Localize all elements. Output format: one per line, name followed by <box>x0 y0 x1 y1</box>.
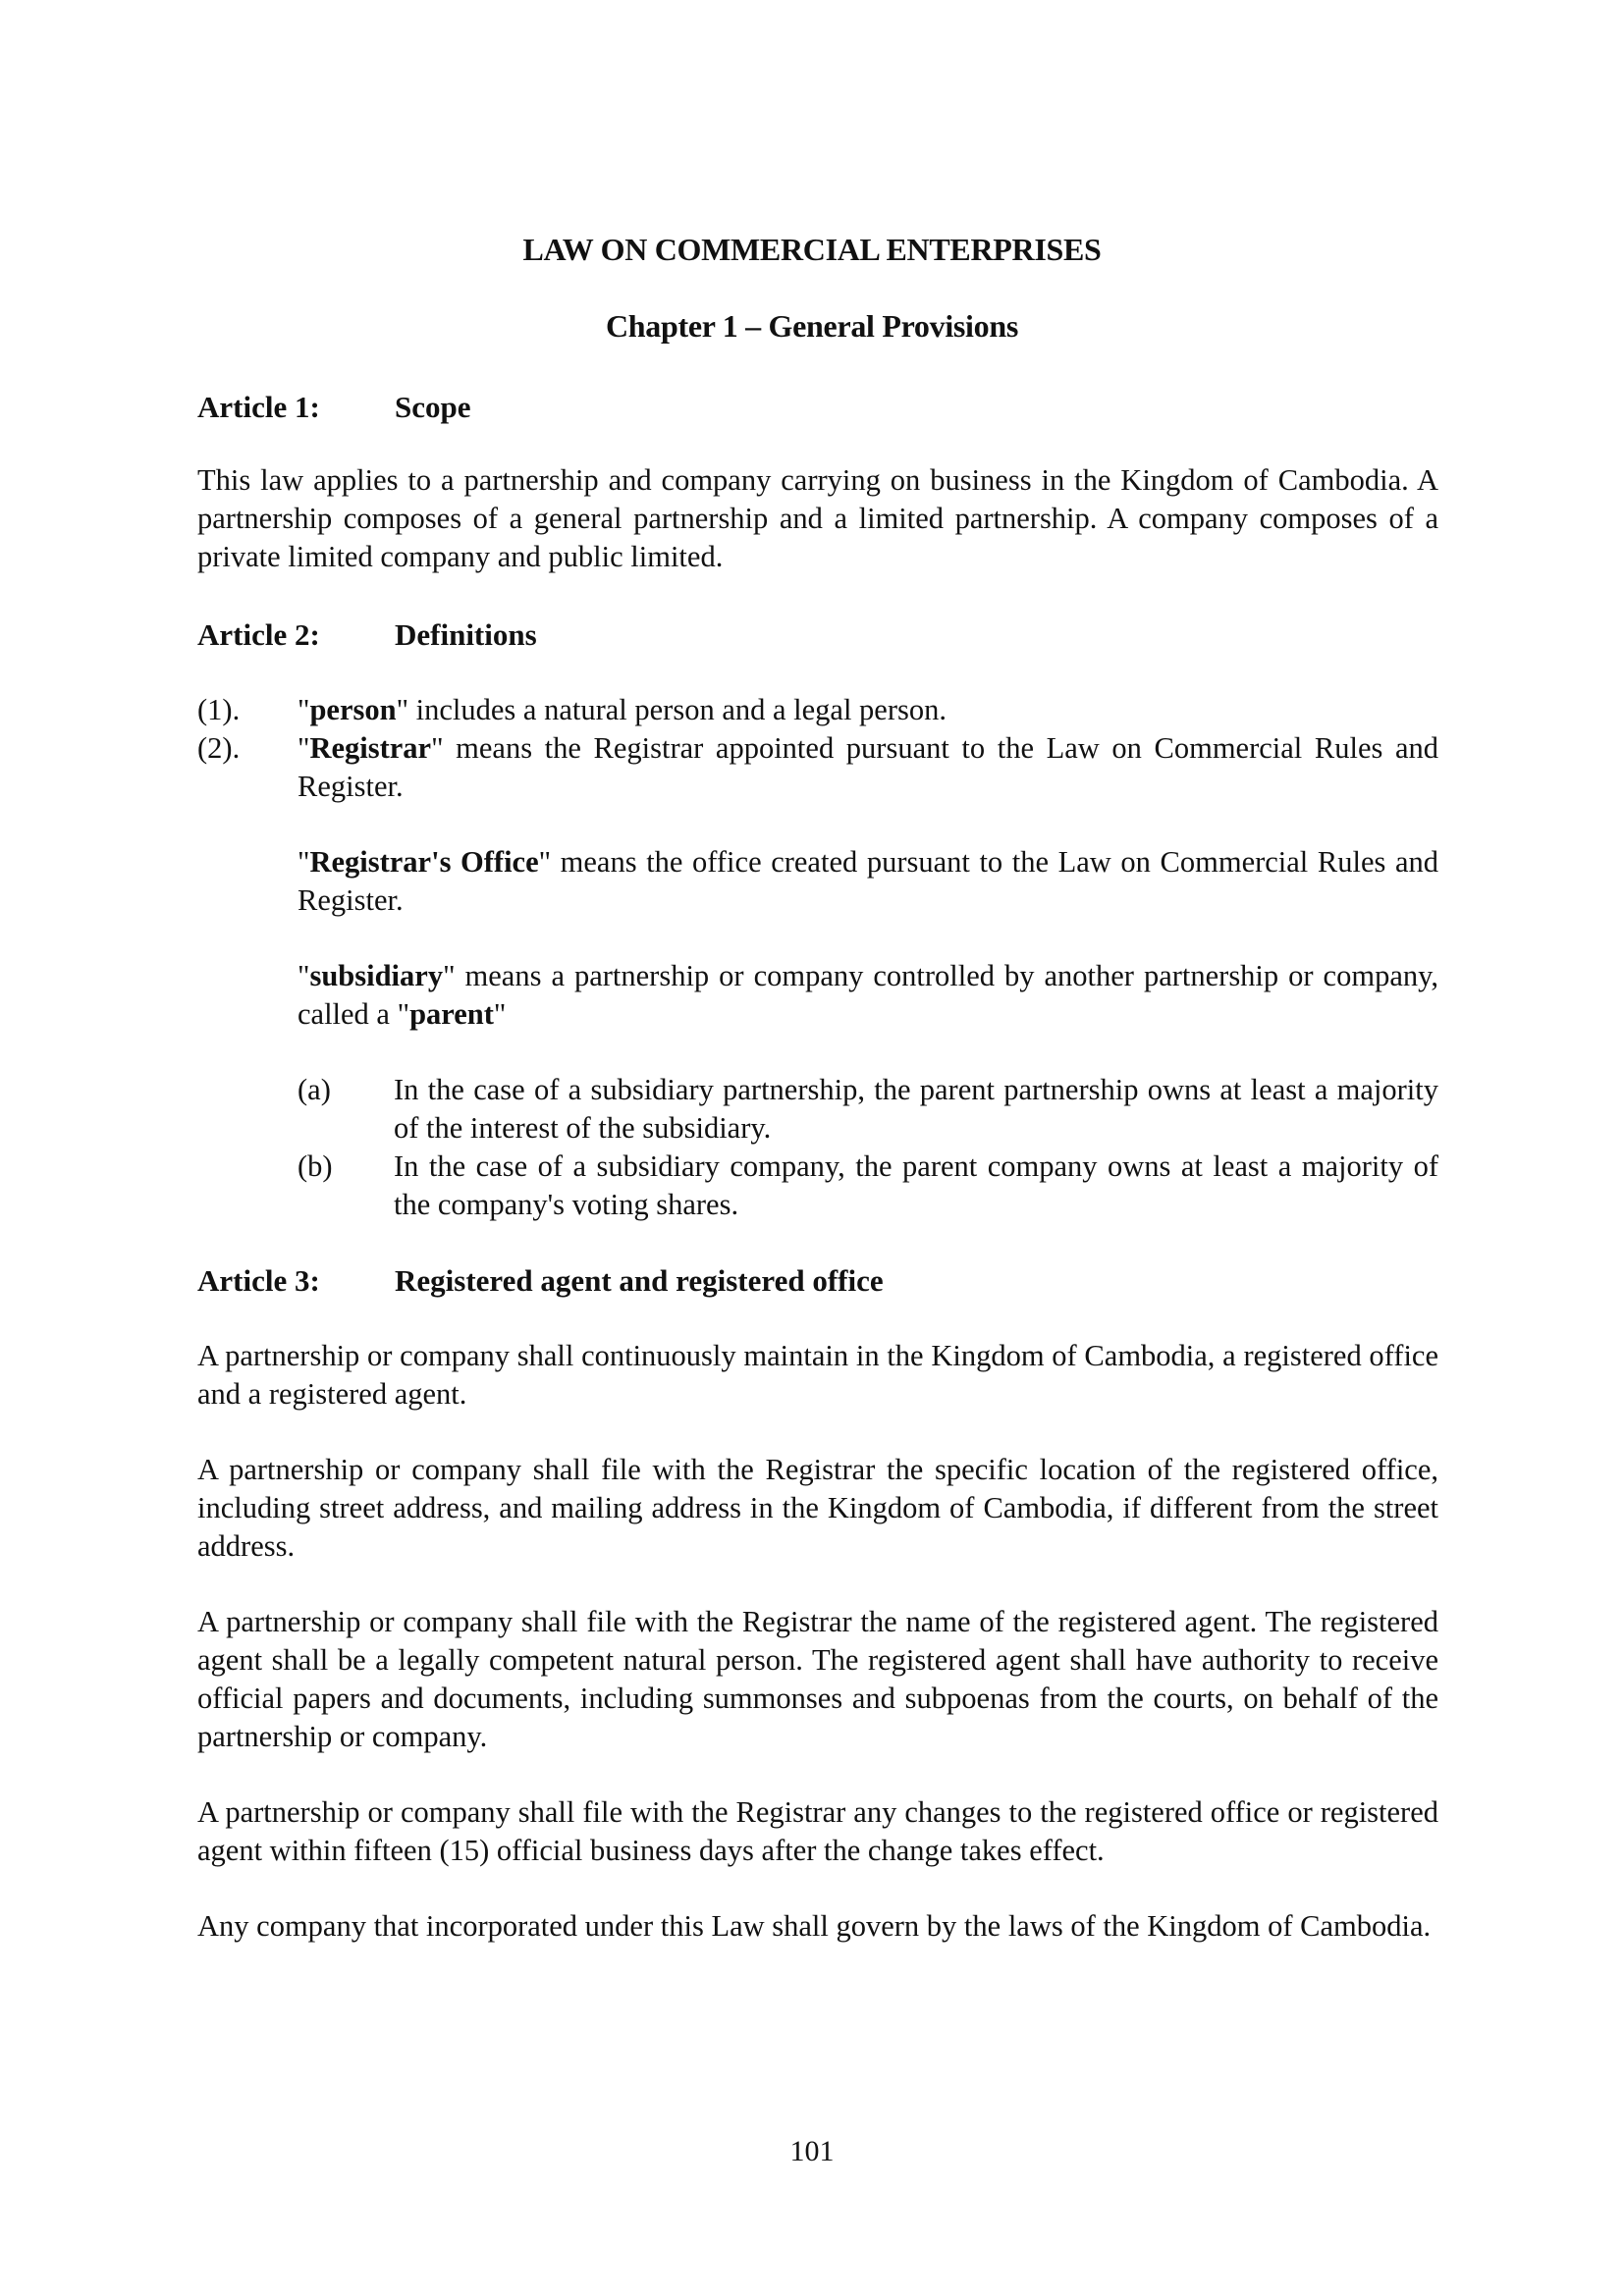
article-1-paragraph: This law applies to a partnership and company carrying on business in the Kingdom of Cambodia. A partnership composes of a general partnership and a limited partnership. A company composes of a private limited company and public limited. <box>197 463 1438 573</box>
article-3-paragraph-5: Any company that incorporated under this Law shall govern by the laws of the Kingdom of Cambodia. <box>197 1909 1432 1943</box>
defined-term: parent <box>409 997 494 1031</box>
defined-term: person <box>309 693 397 726</box>
chapter-heading: Chapter 1 – General Provisions <box>605 308 1019 344</box>
sub-item-label: (a) <box>298 1073 331 1106</box>
article-title: Scope <box>395 390 471 424</box>
definition-person: "person" includes a natural person and a legal person. <box>298 693 947 726</box>
defined-term: subsidiary <box>309 959 444 992</box>
document-title: LAW ON COMMERCIAL ENTERPRISES <box>522 232 1102 267</box>
article-number: Article 2: <box>197 617 320 652</box>
sub-item-b: In the case of a subsidiary company, the parent company owns at least a majority of the company's voting shares. <box>394 1149 1438 1221</box>
sub-item-label: (b) <box>298 1149 333 1183</box>
article-title: Registered agent and registered office <box>395 1263 884 1298</box>
article-title: Definitions <box>395 617 537 652</box>
definition-label: (1). <box>197 693 241 726</box>
article-3-paragraph-2: A partnership or company shall file with the Registrar the specific location of the registered office, including street address, and mailing address in the Kingdom of Cambodia, if different from the street address. <box>197 1453 1438 1563</box>
defined-term: Registrar <box>309 731 432 765</box>
defined-term: Registrar's Office <box>309 845 539 879</box>
definition-registrar: "Registrar" means the Registrar appointed pursuant to the Law on Commercial Rules and Register. <box>298 731 1438 803</box>
definition-subsidiary: "subsidiary" means a partnership or company controlled by another partnership or company, called a "parent" <box>298 959 1438 1031</box>
definition-registrars-office: "Registrar's Office" means the office created pursuant to the Law on Commercial Rules and Register. <box>298 845 1438 917</box>
article-number: Article 1: <box>197 390 320 424</box>
definition-label: (2). <box>197 731 241 765</box>
sub-item-a: In the case of a subsidiary partnership, the parent partnership owns at least a majority of the interest of the subsidiary. <box>394 1073 1438 1145</box>
article-number: Article 3: <box>197 1263 320 1298</box>
article-3-paragraph-4: A partnership or company shall file with the Registrar any changes to the registered office or registered agent within fifteen (15) official business days after the change takes effect. <box>197 1795 1438 1867</box>
article-3-paragraph-1: A partnership or company shall continuously maintain in the Kingdom of Cambodia, a registered office and a registered agent. <box>197 1339 1438 1411</box>
article-3-paragraph-3: A partnership or company shall file with the Registrar the name of the registered agent. The registered agent shall be a legally competent natural person. The registered agent shall have authority to receive official papers and documents, including summonses and subpoenas from the courts, on behalf of the partnership or company. <box>197 1605 1438 1753</box>
page-number: 101 <box>789 2135 835 2167</box>
